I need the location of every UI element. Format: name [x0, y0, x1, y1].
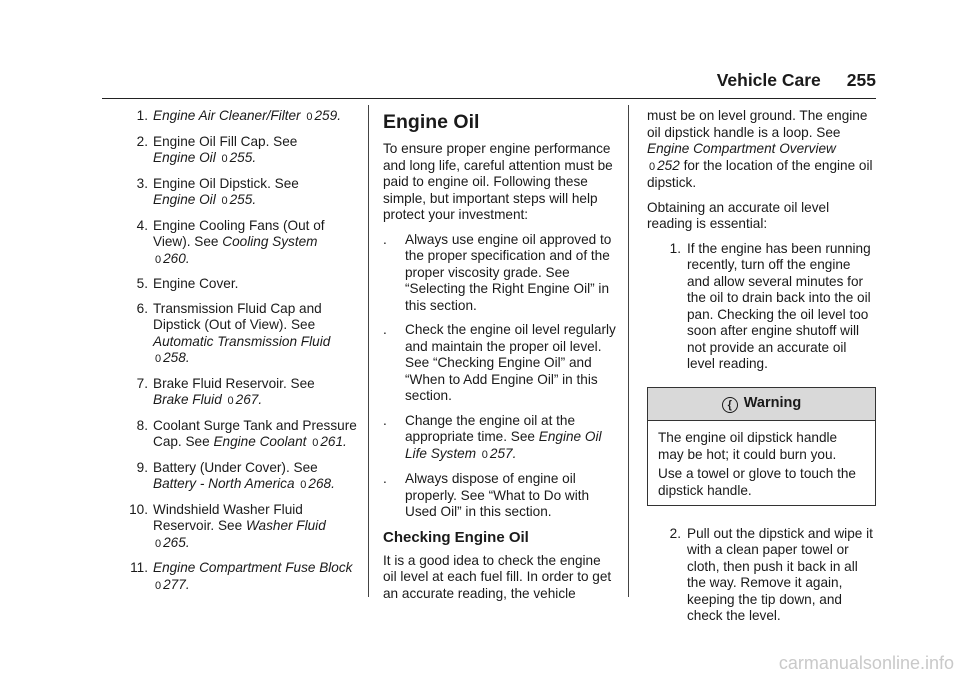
cross-reference-link[interactable]: Brake Fluid	[153, 392, 222, 407]
bullet-icon: .	[383, 231, 387, 247]
legend-item	[108, 134, 358, 168]
legend-item	[108, 376, 358, 410]
cross-reference-link[interactable]: Battery - North America	[153, 476, 295, 491]
cross-reference-link[interactable]: Engine Air Cleaner/Filter	[153, 108, 301, 123]
page-reference[interactable]: 257	[489, 445, 513, 461]
engine-compartment-legend	[108, 108, 358, 602]
legend-item	[108, 460, 358, 494]
item-text: Windshield Washer Fluid Reservoir. See	[153, 501, 303, 533]
subsection-paragraph: It is a good idea to check the engine oil level at each fuel fill. In order to get an accurate reading, the vehicle	[383, 552, 612, 601]
item-number: 3.	[136, 175, 148, 191]
subsection-heading: Checking Engine Oil	[383, 528, 529, 546]
warning-text: Use a towel or glove to touch the dipstick handle.	[658, 465, 856, 498]
cross-reference-link[interactable]: Engine Coolant	[213, 434, 307, 449]
legend-item	[108, 176, 358, 210]
paragraph-text: must be on level ground. The engine oil dipstick handle is a loop. See	[647, 108, 868, 140]
section-title: Vehicle Care	[716, 70, 821, 90]
item-number: 9.	[136, 459, 148, 475]
cross-reference-link[interactable]: Engine Oil	[153, 150, 216, 165]
item-punct: .	[185, 250, 190, 266]
item-text: Brake Fluid Reservoir. See	[153, 375, 315, 391]
page-reference[interactable]: 261	[320, 434, 344, 449]
legend-item	[108, 560, 358, 594]
page-reference-icon: 0	[312, 437, 319, 449]
bullet-icon: .	[383, 322, 387, 337]
page-reference[interactable]: 265	[163, 534, 186, 550]
engine-oil-continued	[647, 108, 876, 633]
bullet-icon: .	[383, 471, 387, 486]
warning-header	[648, 388, 875, 421]
cross-reference-link[interactable]: Cooling System	[222, 234, 318, 249]
item-punct: .	[185, 350, 190, 365]
cross-reference-link[interactable]: Engine Oil	[153, 192, 216, 207]
page-reference[interactable]: 260	[163, 250, 186, 266]
item-number: 8.	[136, 417, 148, 433]
page-reference-icon: 0	[481, 448, 488, 461]
step-item	[647, 526, 876, 625]
item-text: Coolant Surge Tank and Pressure Cap. See	[153, 417, 357, 449]
page-reference-icon: 0	[155, 579, 162, 592]
item-number: 4.	[136, 217, 148, 233]
cross-reference-link[interactable]: Engine Oil Life System	[405, 429, 602, 461]
warning-box	[647, 387, 876, 506]
item-punct: .	[337, 108, 341, 123]
page-reference[interactable]: 252	[657, 157, 680, 173]
page-reference[interactable]: 268	[308, 476, 332, 491]
bullet-icon: .	[383, 412, 387, 428]
item-text: Battery (Under Cover). See	[153, 459, 318, 475]
bullet-item	[383, 471, 616, 521]
section-heading: Engine Oil	[383, 111, 480, 133]
legend-item	[108, 108, 358, 126]
bullet-text: Change the engine oil at the appropriate time. See	[405, 412, 576, 444]
bullet-item	[383, 232, 616, 315]
bullet-text: Always dispose of engine oil properly. See “What to Do with Used Oil” in this section.	[405, 471, 590, 519]
column-divider-1	[368, 105, 369, 597]
item-text: Engine Cooling Fans (Out of View). See	[153, 217, 325, 249]
accuracy-paragraph: Obtaining an accurate oil level reading is essential:	[647, 199, 830, 231]
item-number: 6.	[136, 300, 148, 316]
paragraph-text: for the location of the engine oil dipstick.	[647, 157, 873, 190]
page-reference[interactable]: 259	[314, 108, 338, 123]
page-reference[interactable]: 255	[229, 150, 253, 165]
page-reference-icon: 0	[221, 153, 228, 165]
page-reference-icon: 0	[221, 195, 228, 207]
item-punct: .	[252, 192, 257, 207]
step-number: 1.	[669, 240, 681, 256]
item-text: Engine Oil Dipstick. See	[153, 175, 299, 191]
legend-item	[108, 418, 358, 452]
page-reference-icon: 0	[649, 160, 656, 173]
page-reference-icon: 0	[155, 537, 162, 550]
legend-item	[108, 218, 358, 269]
header-rule	[102, 98, 876, 99]
step-text: If the engine has been running recently, turn off the engine and allow several minutes for the oil to drain back into the oil pan. Checking the oil level too soon after engine shutoff will not provide an accurate oil level reading.	[687, 240, 871, 371]
dipstick-location-paragraph	[647, 108, 876, 192]
legend-item	[108, 276, 358, 293]
bullet-item	[383, 322, 616, 405]
item-number: 7.	[136, 375, 148, 391]
item-punct: .	[185, 534, 190, 550]
item-text: Engine Oil Fill Cap. See	[153, 133, 298, 149]
item-number: 2.	[136, 133, 148, 149]
item-number: 1.	[136, 108, 148, 123]
step-number: 2.	[669, 525, 681, 541]
warning-icon: {	[722, 397, 738, 413]
item-number: 10.	[129, 501, 148, 517]
cross-reference-link[interactable]: Engine Compartment Overview	[647, 141, 836, 156]
column-divider-2	[628, 105, 629, 597]
cross-reference-link[interactable]: Automatic Transmission Fluid	[153, 333, 331, 349]
step-item	[647, 241, 876, 373]
cross-reference-link[interactable]: Engine Compartment Fuse Block	[153, 560, 353, 575]
running-header	[717, 70, 876, 91]
item-number: 11.	[130, 560, 148, 575]
page-reference-icon: 0	[227, 395, 234, 407]
legend-item	[108, 502, 358, 553]
item-punct: .	[343, 434, 347, 449]
page-reference-icon: 0	[306, 111, 313, 123]
cross-reference-link[interactable]: Washer Fluid	[245, 518, 326, 533]
item-punct: .	[258, 392, 263, 407]
intro-paragraph: To ensure proper engine performance and long life, careful attention must be paid to engine oil. Following these simple, but important steps will help protect your investment:	[383, 141, 613, 222]
page-number: 255	[846, 70, 876, 90]
item-punct: .	[252, 150, 257, 165]
bullet-text: Always use engine oil approved to the proper specification and of the proper viscosity grade. See “Selecting the Right Engine Oil” in this section.	[405, 231, 612, 313]
item-number: 5.	[136, 276, 148, 291]
item-punct: .	[185, 576, 190, 592]
item-text: Engine Cover.	[153, 276, 239, 291]
warning-body	[648, 421, 875, 505]
bullet-text: Check the engine oil level regularly and maintain the proper oil level. See “Checking Engine Oil” and “When to Add Engine Oil” in this section.	[405, 322, 616, 403]
page-reference[interactable]: 255	[229, 192, 253, 207]
watermark: carmanualsonline.info	[778, 653, 954, 673]
page-reference[interactable]: 277	[163, 576, 186, 592]
page-reference-icon: 0	[155, 253, 162, 266]
item-punct: .	[512, 445, 517, 461]
page-reference-icon: 0	[300, 479, 307, 491]
warning-title: Warning	[743, 394, 802, 411]
engine-oil-section	[383, 108, 616, 610]
page-reference[interactable]: 267	[235, 392, 259, 407]
warning-text: The engine oil dipstick handle may be hot; it could burn you.	[658, 429, 838, 462]
page-reference[interactable]: 258	[163, 350, 186, 365]
item-punct: .	[331, 476, 335, 491]
step-text: Pull out the dipstick and wipe it with a clean paper towel or cloth, then push it back in all the way. Remove it again, keeping the tip down, and check the level.	[687, 525, 873, 623]
page-reference-icon: 0	[155, 353, 162, 365]
legend-item	[108, 301, 358, 368]
item-text: Transmission Fluid Cap and Dipstick (Out of View). See	[153, 300, 322, 332]
bullet-item	[383, 413, 616, 464]
